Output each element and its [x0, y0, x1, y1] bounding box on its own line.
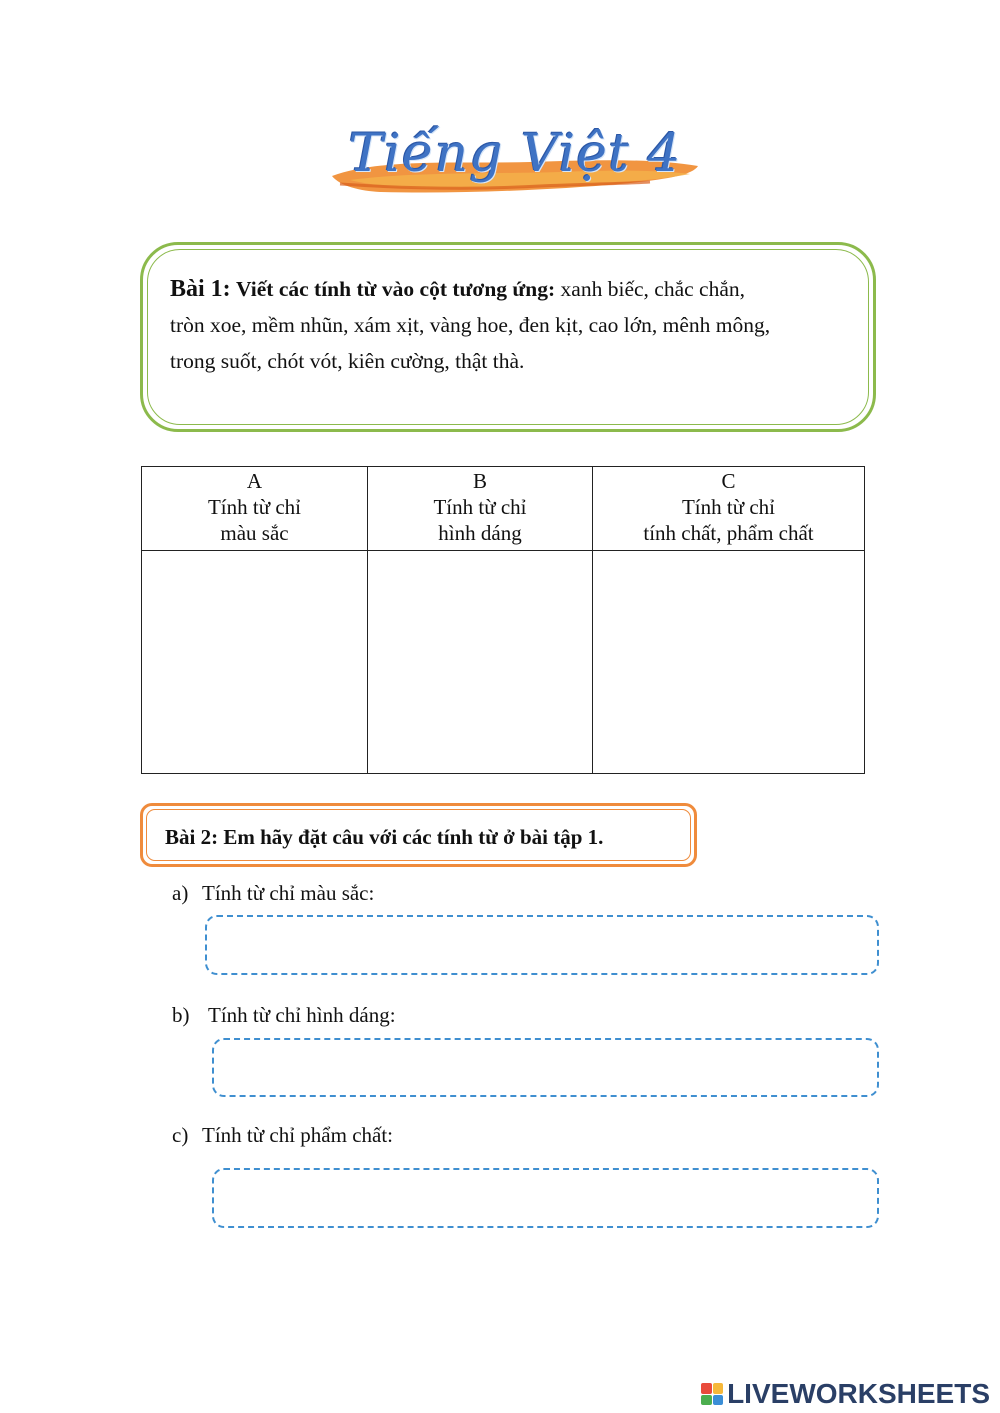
question-c-label	[172, 1123, 393, 1148]
question-text: Tính từ chỉ màu sắc:	[202, 881, 375, 905]
exercise-1-words-line-3: trong suốt, chót vót, kiên cường, thật thà.	[170, 349, 525, 373]
column-line-2: tính chất, phẩm chất	[643, 521, 814, 545]
exercise-1-words-line-2: tròn xoe, mềm nhũn, xám xịt, vàng hoe, đen kịt, cao lớn, mênh mông,	[170, 313, 771, 337]
exercise-1-text	[170, 271, 850, 379]
answer-cell-a[interactable]	[142, 551, 368, 774]
question-text: Tính từ chỉ phẩm chất:	[202, 1123, 393, 1147]
question-marker: a)	[172, 881, 189, 905]
question-marker: c)	[172, 1123, 189, 1147]
column-header-c	[593, 467, 865, 551]
page-title-banner	[320, 118, 710, 208]
column-header-b	[368, 467, 593, 551]
exercise-1-box	[140, 242, 876, 432]
liveworksheets-logo	[701, 1377, 990, 1411]
exercise-1-label: Bài 1:	[170, 276, 231, 302]
exercise-1-instruction: Viết các tính từ vào cột tương ứng:	[236, 277, 556, 301]
question-marker: b)	[172, 1003, 190, 1027]
column-line-2: hình dáng	[438, 521, 522, 545]
liveworksheets-logo-icon	[701, 1383, 723, 1405]
table-header-row	[142, 467, 865, 551]
exercise-2-box	[140, 803, 697, 867]
answer-cell-b[interactable]	[368, 551, 593, 774]
answer-box-color[interactable]	[205, 915, 879, 975]
column-line-2: màu sắc	[220, 521, 289, 545]
column-header-a	[142, 467, 368, 551]
column-letter: A	[246, 469, 263, 493]
liveworksheets-logo-text: LIVEWORKSHEETS	[727, 1378, 990, 1409]
column-letter: C	[721, 469, 736, 493]
answer-box-shape[interactable]	[212, 1038, 879, 1097]
exercise-1-words-line-1: xanh biếc, chắc chắn,	[560, 277, 745, 301]
exercise-1-line-1	[170, 271, 850, 307]
column-line-1: Tính từ chỉ	[207, 495, 302, 519]
exercise-2-title: Bài 2: Em hãy đặt câu với các tính từ ở bài tập 1.	[165, 825, 604, 849]
answer-cell-c[interactable]	[593, 551, 865, 774]
answer-box-quality[interactable]	[212, 1168, 879, 1228]
adjective-table	[141, 466, 865, 774]
column-line-1: Tính từ chỉ	[681, 495, 776, 519]
column-line-1: Tính từ chỉ	[433, 495, 527, 519]
page-title: Tiếng Việt 4	[348, 124, 682, 184]
table-answer-row	[142, 551, 865, 774]
question-b-label	[172, 1003, 396, 1028]
question-text: Tính từ chỉ hình dáng:	[208, 1003, 396, 1027]
question-a-label	[172, 881, 374, 906]
column-letter: B	[472, 469, 487, 493]
